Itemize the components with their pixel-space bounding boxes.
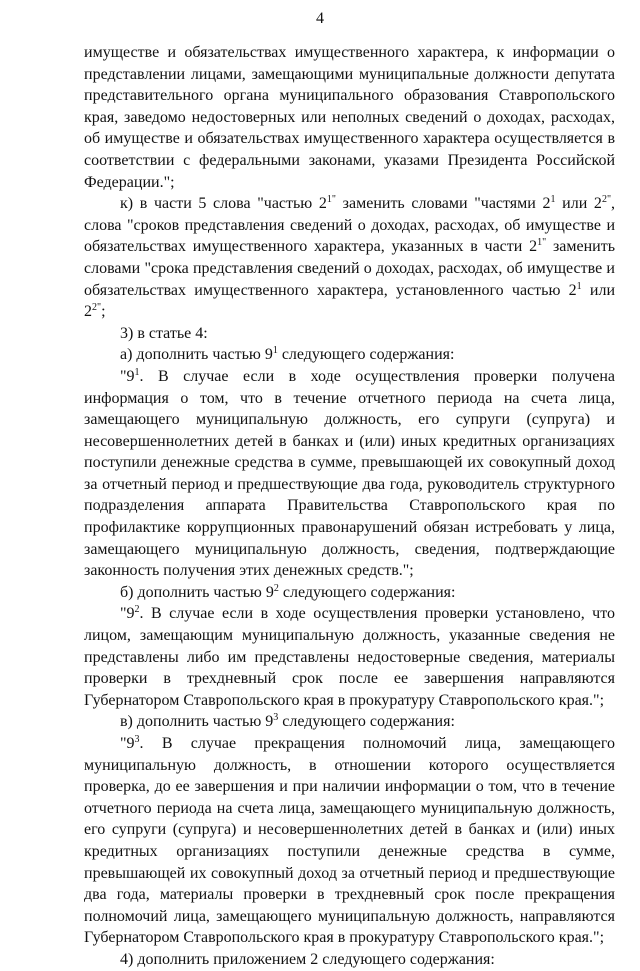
paragraph-item-b: [84, 582, 615, 604]
superscript: 2": [601, 194, 612, 206]
text-run: к) в части 5 слова "частью 2: [120, 195, 327, 213]
text-run: следующего содержания:: [278, 583, 456, 601]
text-run: "9: [120, 367, 135, 385]
page-number: 4: [316, 10, 324, 27]
text-run: а) дополнить частью 9: [120, 346, 273, 364]
paragraph-item-4: 4) дополнить приложением 2 следующего содержания:: [120, 950, 495, 968]
superscript: 2: [273, 582, 279, 594]
text-run: . В случае если в ходе осуществления проверки установлено, что лицом, замещающим муниципальную должность, указанные сведения не представлены либо им представлены недостоверные сведения, материалы проверки в трехдневный срок после ее завершения направляются Губернатором Ставропольского края в прокуратуру Ставропольского края.";: [84, 605, 615, 709]
text-run: следующего содержания:: [278, 713, 455, 731]
text-run: или 2: [84, 281, 615, 321]
text-run: . В случае если в ходе осуществления проверки получена информация о том, что в течение отчетного периода на счета лица, замещающего муниципальную должность, его супруги (супруга) и несовершеннолетних детей в банках и (или) иных кредитных организациях поступили денежные средства в сумме, превышающей их совокупный доход за отчетный период и предшествующие два года, руководитель структурного подразделения аппарата Правительства Ставропольского края по профилактике коррупционных правонарушений обязан истребовать у лица, замещающего муниципальную должность, сведения, подтверждающие законность получения этих денежных средств.";: [84, 367, 615, 580]
paragraph-item-k: [84, 193, 615, 323]
text-run: "9: [120, 605, 135, 623]
paragraph-part-9-3: [84, 733, 615, 949]
paragraph-item-v: [84, 711, 615, 733]
document-body: [84, 42, 615, 971]
text-run: заменить словами "срока представления сведений о доходах, расходах, об имуществе и обязательствах имущественного характера, установленного частью 2: [84, 238, 616, 299]
text-run: ;: [101, 303, 106, 321]
text-run: б) дополнить частью 9: [120, 583, 274, 601]
superscript: 2": [92, 302, 102, 314]
superscript: 1: [134, 366, 140, 378]
superscript: 1": [326, 194, 337, 206]
paragraph-item-3: 3) в статье 4:: [120, 324, 208, 342]
paragraph-part-9-1: [84, 366, 615, 582]
superscript: 3: [134, 734, 140, 745]
superscript: 3: [273, 712, 279, 724]
text-run: в) дополнить частью 9: [120, 713, 274, 731]
paragraph-part-9-2: [84, 603, 615, 711]
superscript: 1: [272, 345, 278, 357]
superscript: 1: [550, 194, 556, 206]
text-run: , слова "сроков представления сведений о доходах, расходах, об имуществе и обязательствах имущественного характера, указанных в части 2: [84, 195, 616, 256]
text-run: следующего содержания:: [277, 346, 455, 364]
superscript: 1": [537, 237, 547, 249]
text-run: "9: [120, 735, 135, 752]
text-run: . В случае прекращения полномочий лица, замещающего муниципальную должность, в отношении которого осуществляется проверка, до ее завершения и при наличии информации о том, что в течение отчетного периода на счета лица, замещающего муниципальную должность, его супруги (супруга) и несовершеннолетних детей в банках и (или) иных кредитных организациях поступили денежные средства в сумме, превышающей их совокупный доход за отчетный период и предшествующие два года, материалы проверки в трехдневный срок после прекращения полномочий лица, замещающего муниципальную должность, направляются Губернатором Ставропольского края в прокуратуру Ставропольского края.";: [84, 735, 615, 947]
paragraph-continuation: имуществе и обязательствах имущественного характера, к информации о представлении лицами, замещающими муниципальные должности депутата представительного органа муниципального образования Ставропольского края, заведомо недостоверных или неполных сведений о доходах, расходах, об имуществе и обязательствах имущественного характера осуществляется в соответствии с федеральными законами, указами Президента Российской Федерации.";: [84, 44, 615, 191]
text-run: заменить словами "частями 2: [336, 195, 551, 213]
paragraph-item-a: [84, 344, 615, 366]
text-run: или 2: [555, 195, 602, 213]
superscript: 2: [134, 604, 140, 616]
superscript: 1: [576, 280, 582, 292]
